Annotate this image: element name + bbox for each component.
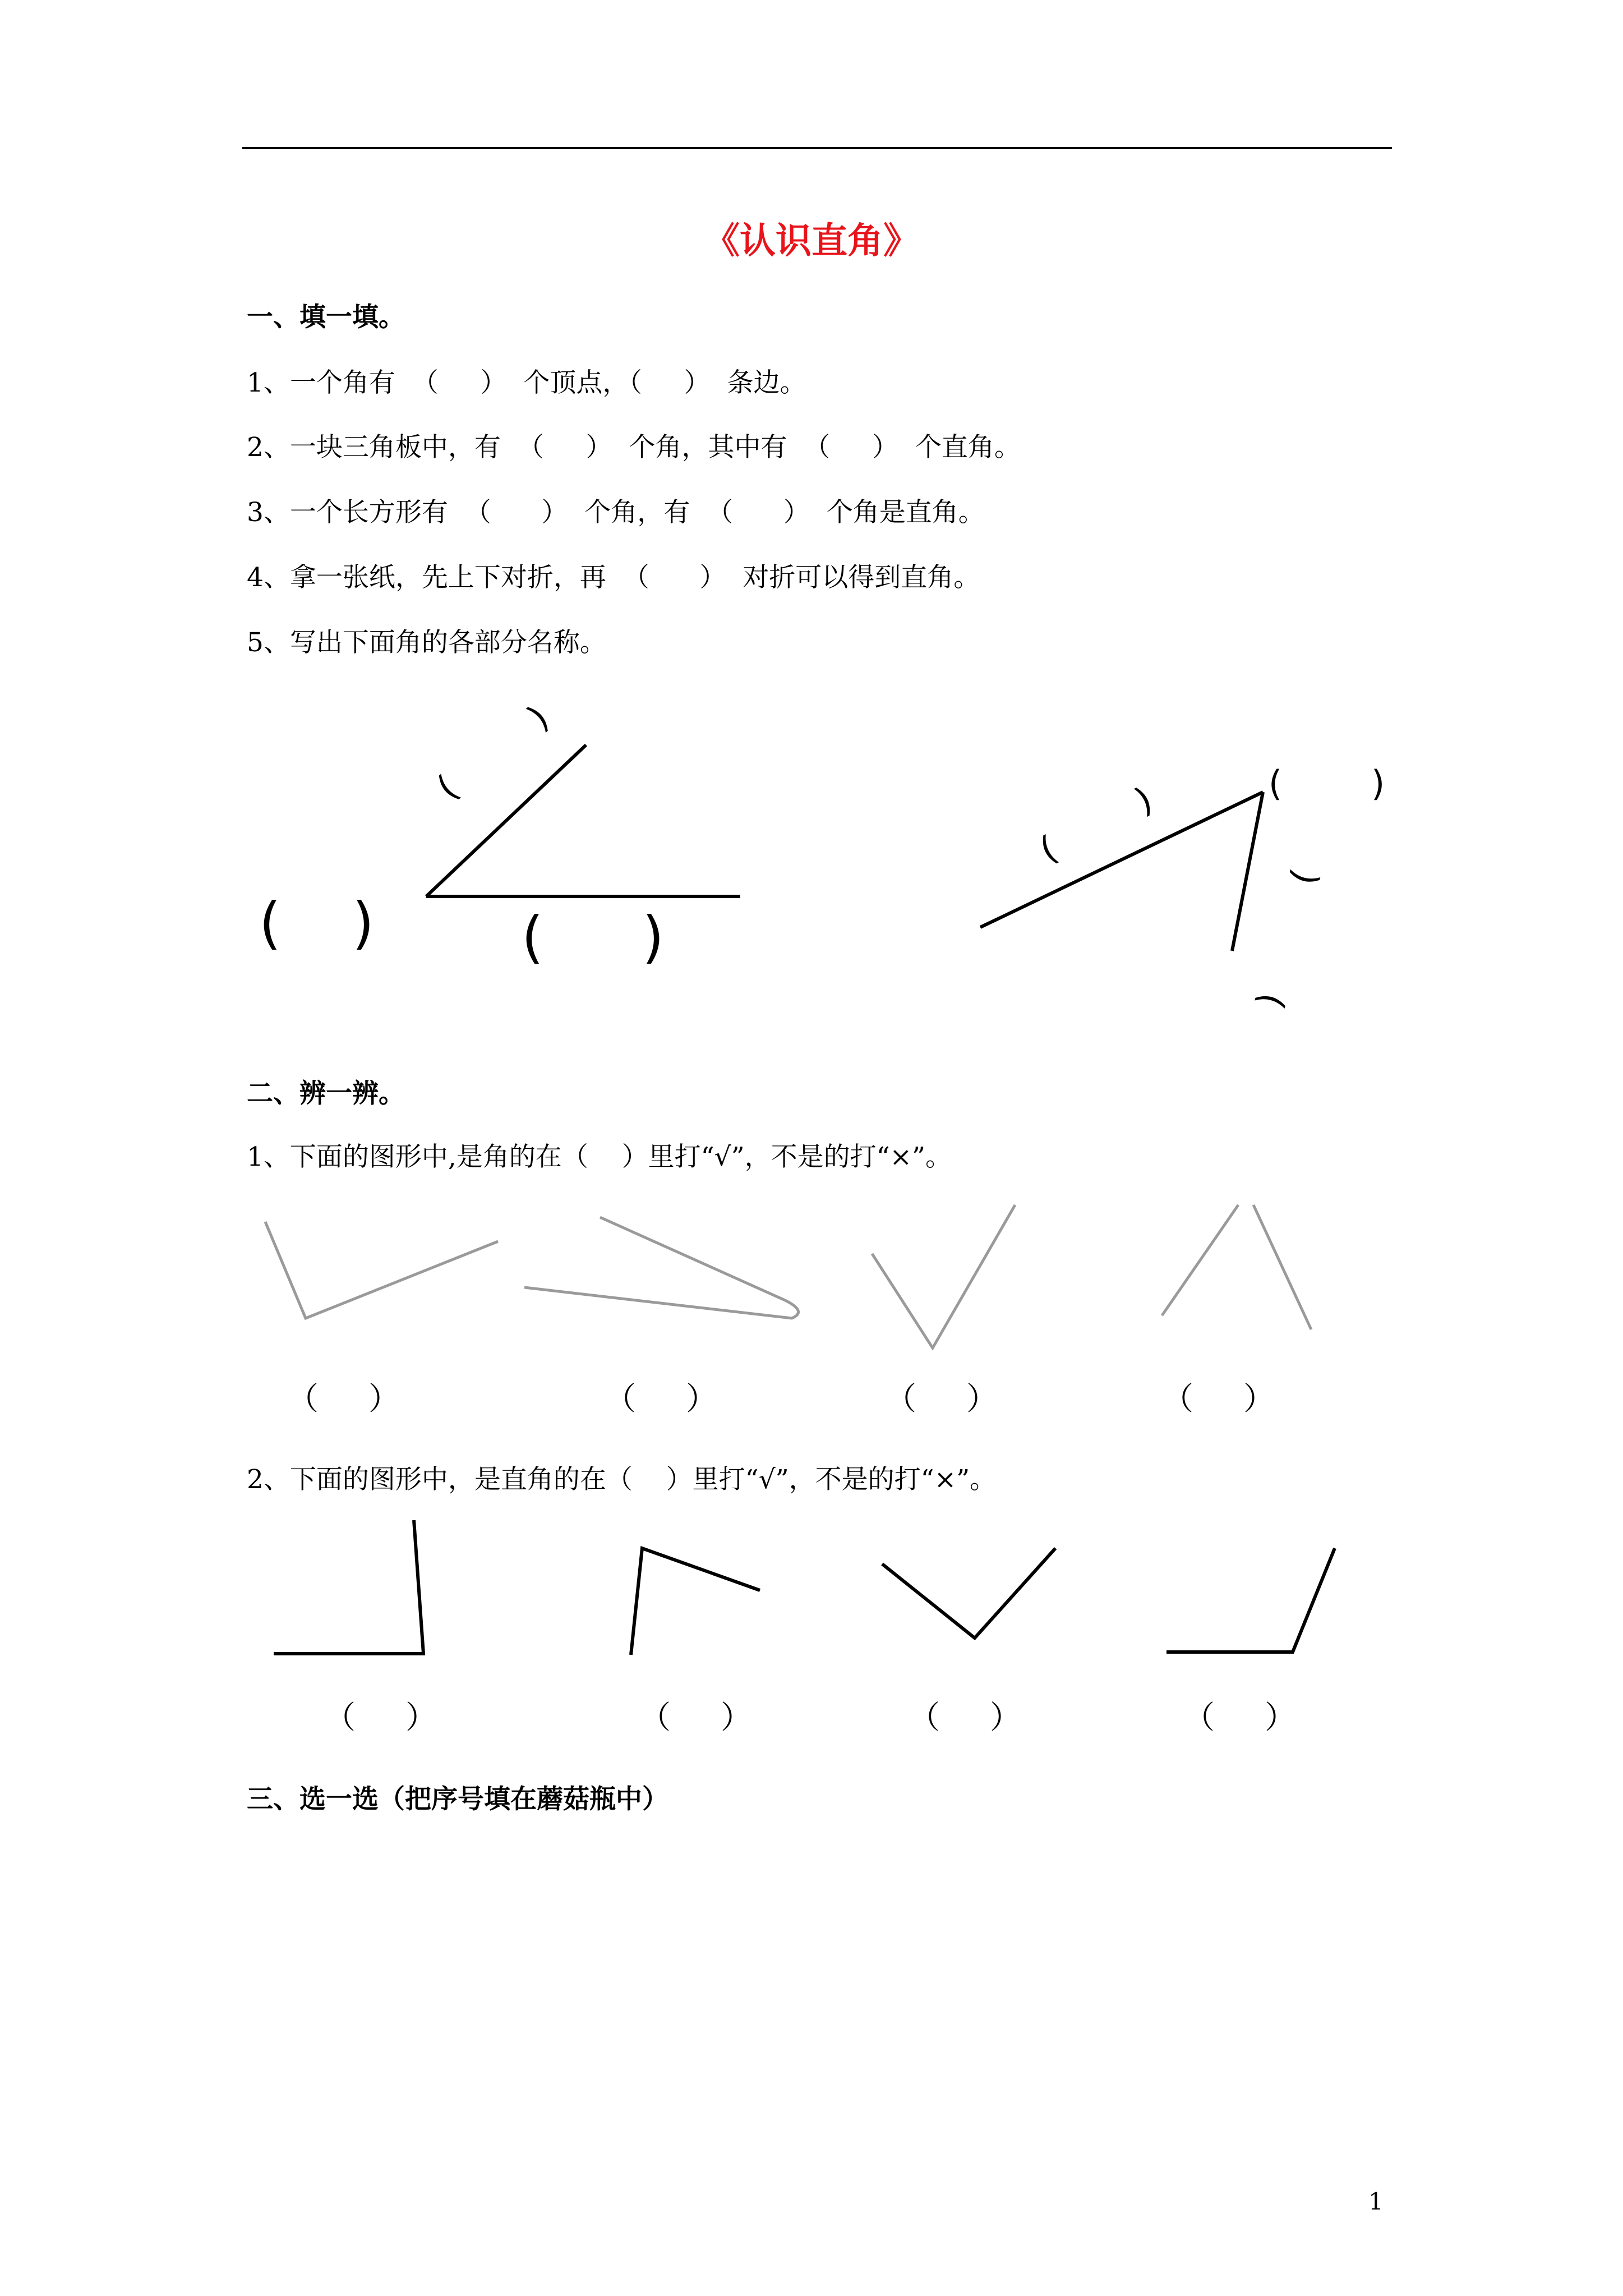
- fig1-side-bracket-close: ): [642, 904, 665, 970]
- angle-figure-1: [426, 745, 740, 896]
- fig2-side-bracket-open: (: [1033, 827, 1063, 871]
- fig2-short-bracket-close: ): [1248, 988, 1292, 1013]
- fig2-side-bracket-close: ): [1128, 779, 1159, 822]
- angle-1-side-upper: [426, 745, 586, 896]
- q2-shape-d: [1166, 1548, 1335, 1652]
- fig1-side-bracket-open: (: [522, 904, 544, 970]
- q1-answer-c[interactable]: （ ）: [885, 1381, 998, 1418]
- q1-answer-d[interactable]: （ ）: [1162, 1381, 1275, 1418]
- question-1-4: 4、拿一张纸，先上下对折，再 （ ） 对折可以得到直角。: [247, 562, 980, 593]
- q2-answer-a[interactable]: （ ）: [324, 1700, 437, 1736]
- q1-shape-a-angle: [265, 1222, 498, 1318]
- q1-shape-d-left: [1162, 1205, 1238, 1315]
- fig1-upper-bracket-open: (: [428, 767, 466, 808]
- question-1-2: 2、一块三角板中，有 （ ） 个角，其中有 （ ） 个直角。: [247, 432, 1021, 463]
- question-1-3: 3、一个长方形有 （ ） 个角，有 （ ） 个角是直角。: [247, 497, 985, 528]
- fig2-short-bracket-open: (: [1281, 865, 1325, 889]
- q2-answer-b[interactable]: （ ）: [639, 1700, 753, 1736]
- q1-answer-b[interactable]: （ ）: [605, 1381, 718, 1418]
- q2-shape-c: [882, 1548, 1055, 1638]
- section2-heading: 二、辨一辨。: [247, 1078, 405, 1109]
- q1-shape-c-angle: [872, 1205, 1015, 1348]
- q2-shape-b: [631, 1548, 760, 1655]
- shapes-q2: [274, 1520, 1335, 1655]
- q1-shape-b-curved: [524, 1217, 799, 1318]
- section3-heading: 三、选一选（把序号填在蘑菇瓶中）: [247, 1784, 668, 1815]
- angle-figure-2: [980, 792, 1263, 951]
- q1-answer-a[interactable]: （ ）: [287, 1381, 400, 1418]
- q2-answer-d[interactable]: （ ）: [1183, 1700, 1297, 1736]
- q2-shape-a: [274, 1520, 423, 1654]
- q2-answer-c[interactable]: （ ）: [909, 1700, 1022, 1736]
- question-1-1: 1、一个角有 （ ） 个顶点，（ ） 条边。: [247, 367, 806, 398]
- angle-2-side-long: [980, 792, 1263, 927]
- question-2-1: 1、下面的图形中,是角的在（ ）里打“√”，不是的打“×”。: [247, 1142, 952, 1172]
- fig2-vertex-bracket-open: (: [1269, 763, 1283, 804]
- page-title: 《认识直角》: [704, 220, 919, 262]
- fig1-upper-bracket-close: ): [519, 697, 557, 738]
- shapes-q1: [265, 1205, 1311, 1348]
- angle-2-side-short: [1232, 792, 1263, 951]
- question-2-2: 2、下面的图形中，是直角的在（ ）里打“√”，不是的打“×”。: [247, 1464, 997, 1495]
- section1-heading: 一、填一填。: [247, 302, 405, 333]
- fig1-vertex-bracket-open: (: [259, 890, 282, 956]
- fig2-vertex-bracket-close: ): [1371, 763, 1385, 804]
- page-number: 1: [1368, 2188, 1384, 2215]
- question-1-5: 5、写出下面角的各部分名称。: [247, 627, 606, 658]
- q1-shape-d-right: [1253, 1205, 1311, 1329]
- fig1-vertex-bracket-close: ): [352, 890, 375, 956]
